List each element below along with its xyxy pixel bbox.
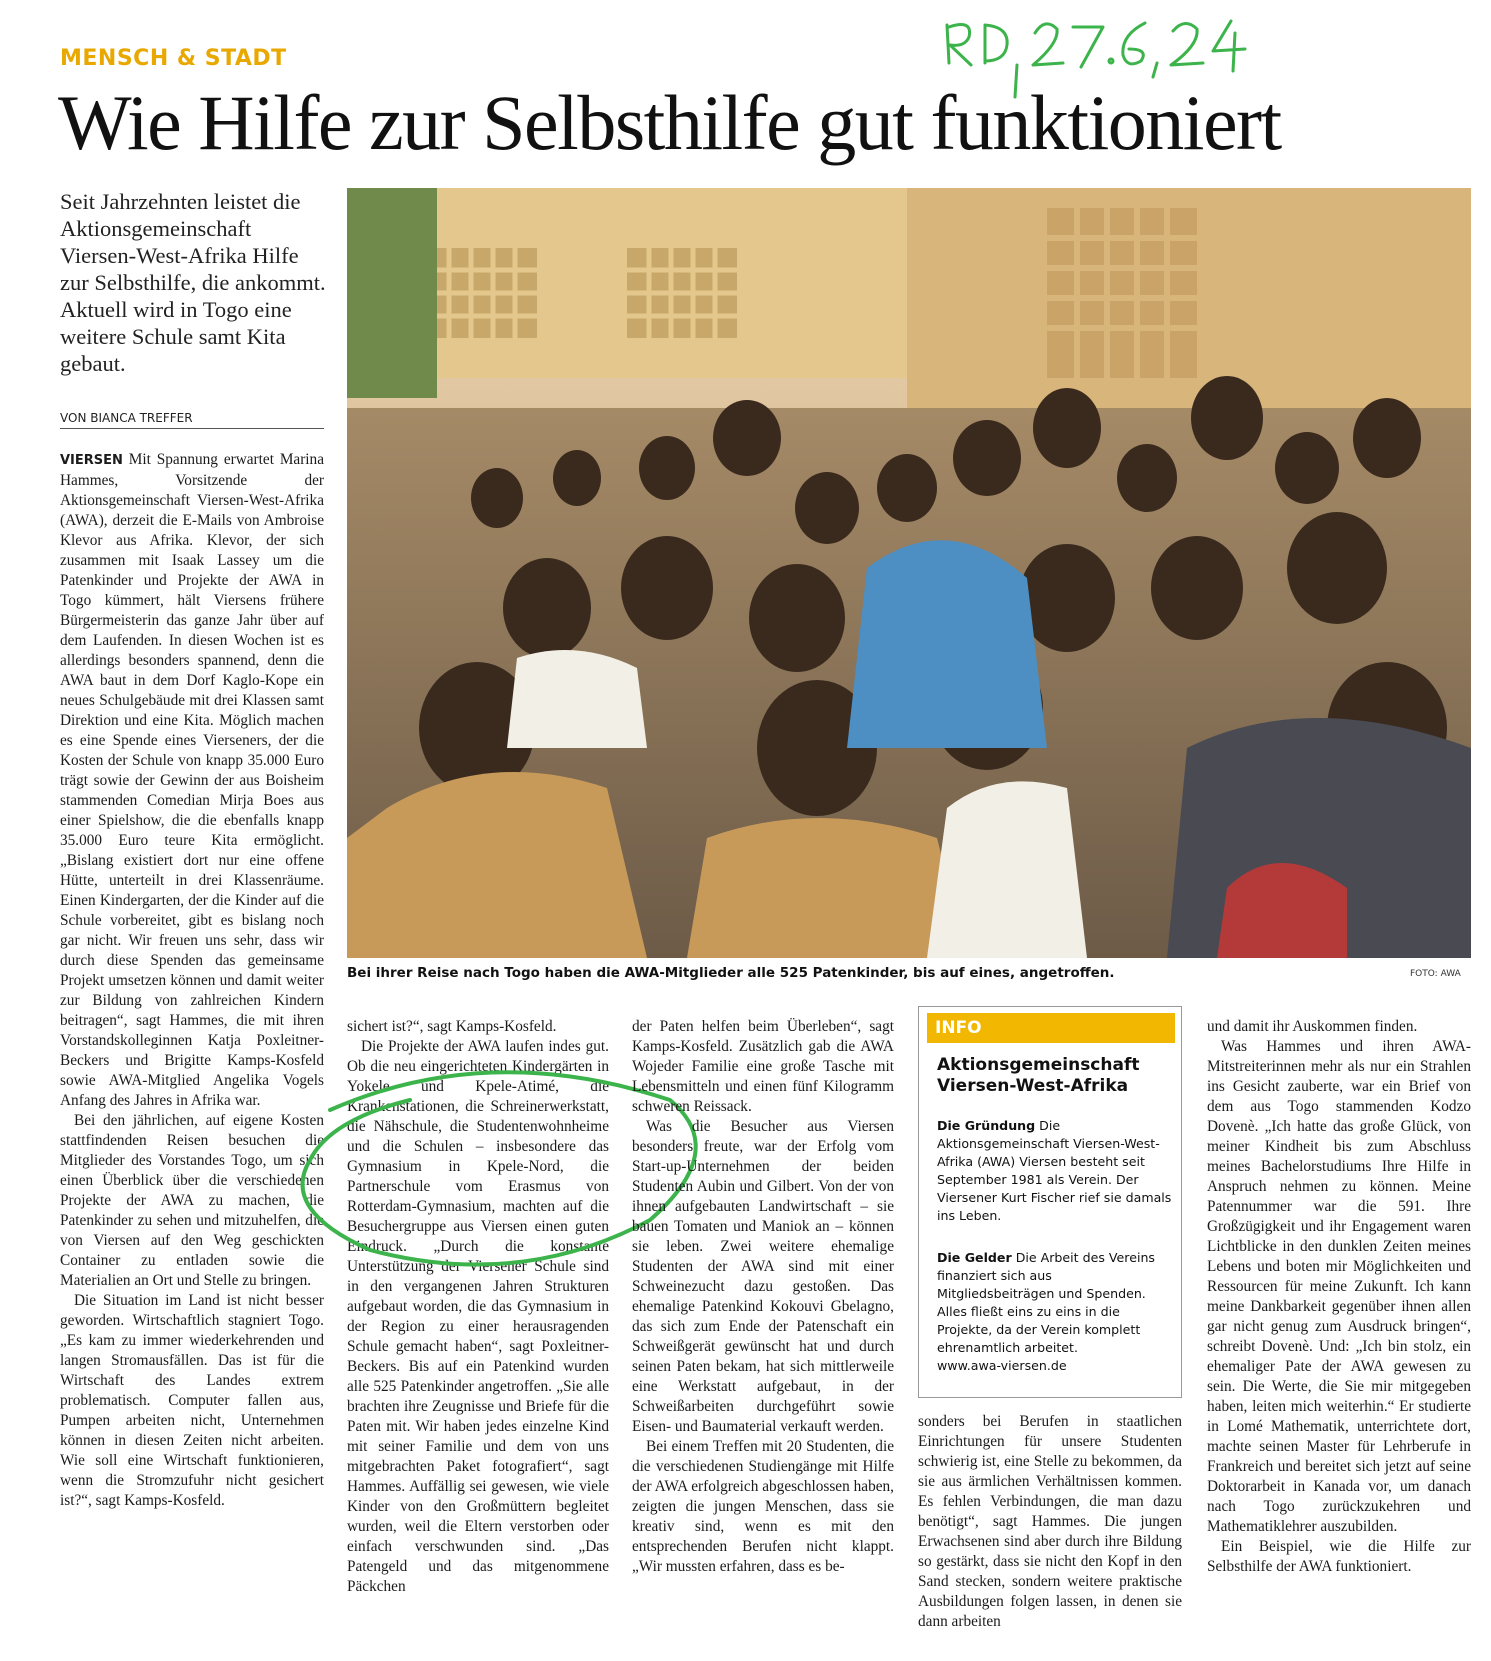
text-column-3: [632, 1017, 894, 1661]
dateline: VIERSEN: [60, 453, 123, 468]
paragraph: Bei den jährlichen, auf eigene Kosten stattfindenden Reisen besuchen die Mitglieder des Vorstandes Togo, um sich einen Überblick über die verschiedenen Projekte der AWA zu machen, die Patenkinder zu sehen und mitzuhelfen, die von Viersen auf den Weg geschickten Container zu entladen sowie die Materialien an Ort und Stelle zu bringen.: [60, 1112, 324, 1289]
photo-children-group-image: [347, 188, 1471, 958]
paragraph: Die Projekte der AWA laufen indes gut. Ob die neu eingerichteten Kindergärten in Yokele und Kpele-Atimé, die Krankenstationen, die Schreinerwerkstatt, die Nähschule, die Studentenwohnheime und die Schulen – insbesondere das Gymnasium in Kpele-Nord, die Partnerschule vom Erasmus von Rotterdam-Gymnasium, machten auf die Besuchergruppe aus Viersen einen guten Eindruck. „Durch die konstante Unterstützung der Viersener Schule sind in den vergangenen Jahren Strukturen aufgebaut worden, die das Gymnasium in der Region zu einer herausragenden Schule gemacht haben“, sagt Poxleitner-Beckers. Bis auf ein Patenkind wurden alle 525 Patenkinder angetroffen. „Sie alle brachten ihre Zeugnisse und Briefe für die Paten mit. Wir haben jedes einzelne Kind mit seiner Familie und dem von uns mitgebrachten Paket fotografiert“, sagt Hammes. Auffällig sei gewesen, wie viele Kinder von den Großmüttern begleitet wurden, weil die Eltern verstorben oder einfach verschwunden sind. „Das Patengeld und das mitgenommene Päckchen: [347, 1038, 609, 1595]
photo-caption: Bei ihrer Reise nach Togo haben die AWA-Mitglieder alle 525 Patenkinder, bis auf eines, angetroffen.: [347, 965, 1115, 981]
info-website-link[interactable]: www.awa-viersen.de: [937, 1358, 1067, 1373]
text-column-5: [1207, 1017, 1471, 1661]
info-section-founding: [937, 1117, 1173, 1225]
paragraph: sichert ist?“, sagt Kamps-Kosfeld.: [347, 1018, 557, 1035]
info-section-text: Die Arbeit des Vereins finanziert sich aus Mitgliedsbeiträgen und Spenden. Alles fließt eins zu eins in die Projekte, da der Verein komplett ehrenamtlich arbeitet.: [937, 1250, 1155, 1355]
paragraph: der Paten helfen beim Überleben“, sagt Kamps-Kosfeld. Zusätzlich gab die AWA Wojeder Familie eine große Tasche mit Lebensmitteln und einen fünf Kilogramm schweren Reissack.: [632, 1018, 894, 1115]
paragraph: sonders bei Berufen in staatlichen Einrichtungen für unsere Studenten schwierig ist, eine Stelle zu bekommen, da sie aus ärmlichen Verhältnissen kommen. Es fehlen Verbindungen, die man dazu benötigt“, sagt Hammes. Die jungen Erwachsenen sind aber durch ihre Bildung so gestärkt, dass sie nicht den Kopf in den Sand stecken, sondern weitere praktische Ausbildungen folgen lassen, in denen sie dann arbeiten: [918, 1413, 1182, 1630]
text-column-1: [60, 450, 324, 1661]
info-section-funds: [937, 1249, 1173, 1375]
article-photo: [347, 188, 1471, 958]
author-byline: VON BIANCA TREFFER: [60, 411, 324, 429]
paragraph: Bei einem Treffen mit 20 Studenten, die die verschiedenen Studiengänge mit Hilfe der AWA erfolgreich abgeschlossen haben, zeigten die jungen Menschen, dass sie kreativ sind, wenn es mit den entsprechenden Berufen nicht klappt. „Wir mussten erfahren, dass es be-: [632, 1438, 894, 1575]
info-box: [918, 1006, 1182, 1398]
paragraph: und damit ihr Auskommen finden.: [1207, 1018, 1418, 1035]
paragraph: Was Hammes und ihren AWA-Mitstreiterinnen mehr als nur ein Strahlen ins Gesicht zauberte, war ein Brief von dem aus Togo stammenden Kodzo Dovenè. „Ich hatte das große Glück, von meiner Kindheit bis zum Abschluss meines Bachelorstudiums Ihre Hilfe in Anspruch nehmen zu können. Meine Patennummer war die 591. Ihre Großzügigkeit und ihr Engagement waren Lichtblicke in den dunklen Zeiten meines Lebens und boten mir Möglichkeiten und Ressourcen für meine Zukunft. Ich kann meine Dankbarkeit gegenüber ihnen allen gar nicht genug zum Ausdruck bringen“, schreibt Dovenè. Und: „Ich bin stolz, ein ehemaliger Pate der AWA gewesen zu sein. Die Werte, die Sie mir mitgegeben haben, leiten mich weiterhin.“ Er studierte in Lomé Mathematik, unterrichtete dort, machte seinen Master für Lehrberufe in Frankreich und bereitet sich jetzt auf seine Doktorarbeit in Kanada vor, um danach nach Togo zurückzukehren und Mathematiklehrer auszubilden.: [1207, 1038, 1471, 1535]
info-section-heading: Die Gelder: [937, 1250, 1012, 1265]
paragraph: Ein Beispiel, wie die Hilfe zur Selbsthilfe der AWA funktioniert.: [1207, 1538, 1471, 1575]
info-label: INFO: [927, 1013, 1175, 1043]
article-lead: Seit Jahrzehnten leistet die Aktionsgemeinschaft Viersen-West-Afrika Hilfe zur Selbsthilfe, die ankommt. Aktuell wird in Togo eine weitere Schule samt Kita gebaut.: [60, 189, 326, 376]
info-section-text: Die Aktionsgemeinschaft Viersen-West-Afrika (AWA) Viersen besteht seit September 1981 als Verein. Der Viersener Kurt Fischer rief sie damals ins Leben.: [937, 1118, 1172, 1223]
text-column-4: [918, 1412, 1182, 1661]
paragraph: Was die Besucher aus Viersen besonders freute, war der Erfolg vom Start-up-Unternehmen der beiden Studenten Aubin und Gilbert. Von der von ihnen aufgebauten Landwirtschaft – sie bauen Tomaten und Maniok an – können sie leben. Zwei weitere ehemalige Studenten der AWA sind mit einer Schweinezucht dazu gestoßen. Das ehemalige Patenkind Kokouvi Gbelagno, das sich zum Ende der Patenschaft ein Schweißgerät gewünscht hat und durch seinen Paten bekam, hat sich mittlerweile eine Werkstatt aufgebaut, in der Schweißarbeiten durchgeführt sowie Eisen- und Baumaterial verkauft werden.: [632, 1118, 894, 1435]
handwritten-date-note: [935, 5, 1275, 100]
section-rubric: MENSCH & STADT: [60, 46, 287, 71]
info-section-heading: Die Gründung: [937, 1118, 1036, 1133]
photo-credit: FOTO: AWA: [1410, 969, 1461, 979]
paragraph: Die Situation im Land ist nicht besser geworden. Wirtschaftlich stagniert Togo. „Es kam zu immer wiederkehrenden und langen Stromausfällen. Das ist für die Wirtschaft des Landes extrem problematisch. Computer fallen aus, Pumpen arbeiten nicht, Unternehmen können in diesen Zeiten nicht arbeiten. Wie soll eine Wirtschaft funktionieren, wenn die Stromzufuhr nicht gesichert ist?“, sagt Kamps-Kosfeld.: [60, 1292, 324, 1509]
info-title: Aktionsgemeinschaft Viersen-West-Afrika: [937, 1055, 1140, 1096]
paragraph: VIERSEN Mit Spannung erwartet Marina Hammes, Vorsitzende der Aktionsgemeinschaft Viersen-West-Afrika (AWA), derzeit die E-Mails von Ambroise Klevor aus Afrika. Klevor, der sich zusammen mit Isaak Lassey um die Patenkinder und Projekte der AWA in Togo kümmert, hält Viersens frühere Bürgermeisterin das ganze Jahr über auf dem Laufenden. In diesen Wochen ist es allerdings besonders spannend, denn die AWA baut in dem Dorf Kaglo-Kope ein neues Schulgebäude mit drei Klassen samt Direktion und eine Kita. Möglich machen es eine Spende eines Vierseners, der die Kosten der Schule von knapp 35.000 Euro trägt sowie der Gewinn der aus Boisheim stammenden Comedian Mirja Boes aus einer Spielshow, die die ebenfalls knapp 35.000 Euro teure Kita ermöglicht. „Bislang existiert dort nur eine offene Hütte, unterteilt in drei Klassenräume. Einen Kindergarten, der die Kinder auf die Schule vorbereitet, gibt es bislang noch gar nicht. Wir freuen uns sehr, dass wir durch diese Spenden das gemeinsame Projekt umsetzen können und damit weiter zur Bildung von zahlreichen Kindern beitragen“, sagt Hammes, die mit ihren Vorstandskolleginnen Katja Poxleitner-Beckers und Brigitte Kamps-Kosfeld sowie AWA-Mitglied Angelika Vogels Anfang des Jahres in Afrika war.: [60, 451, 324, 1109]
article-headline: Wie Hilfe zur Selbsthilfe gut funktioniert: [58, 79, 1281, 166]
